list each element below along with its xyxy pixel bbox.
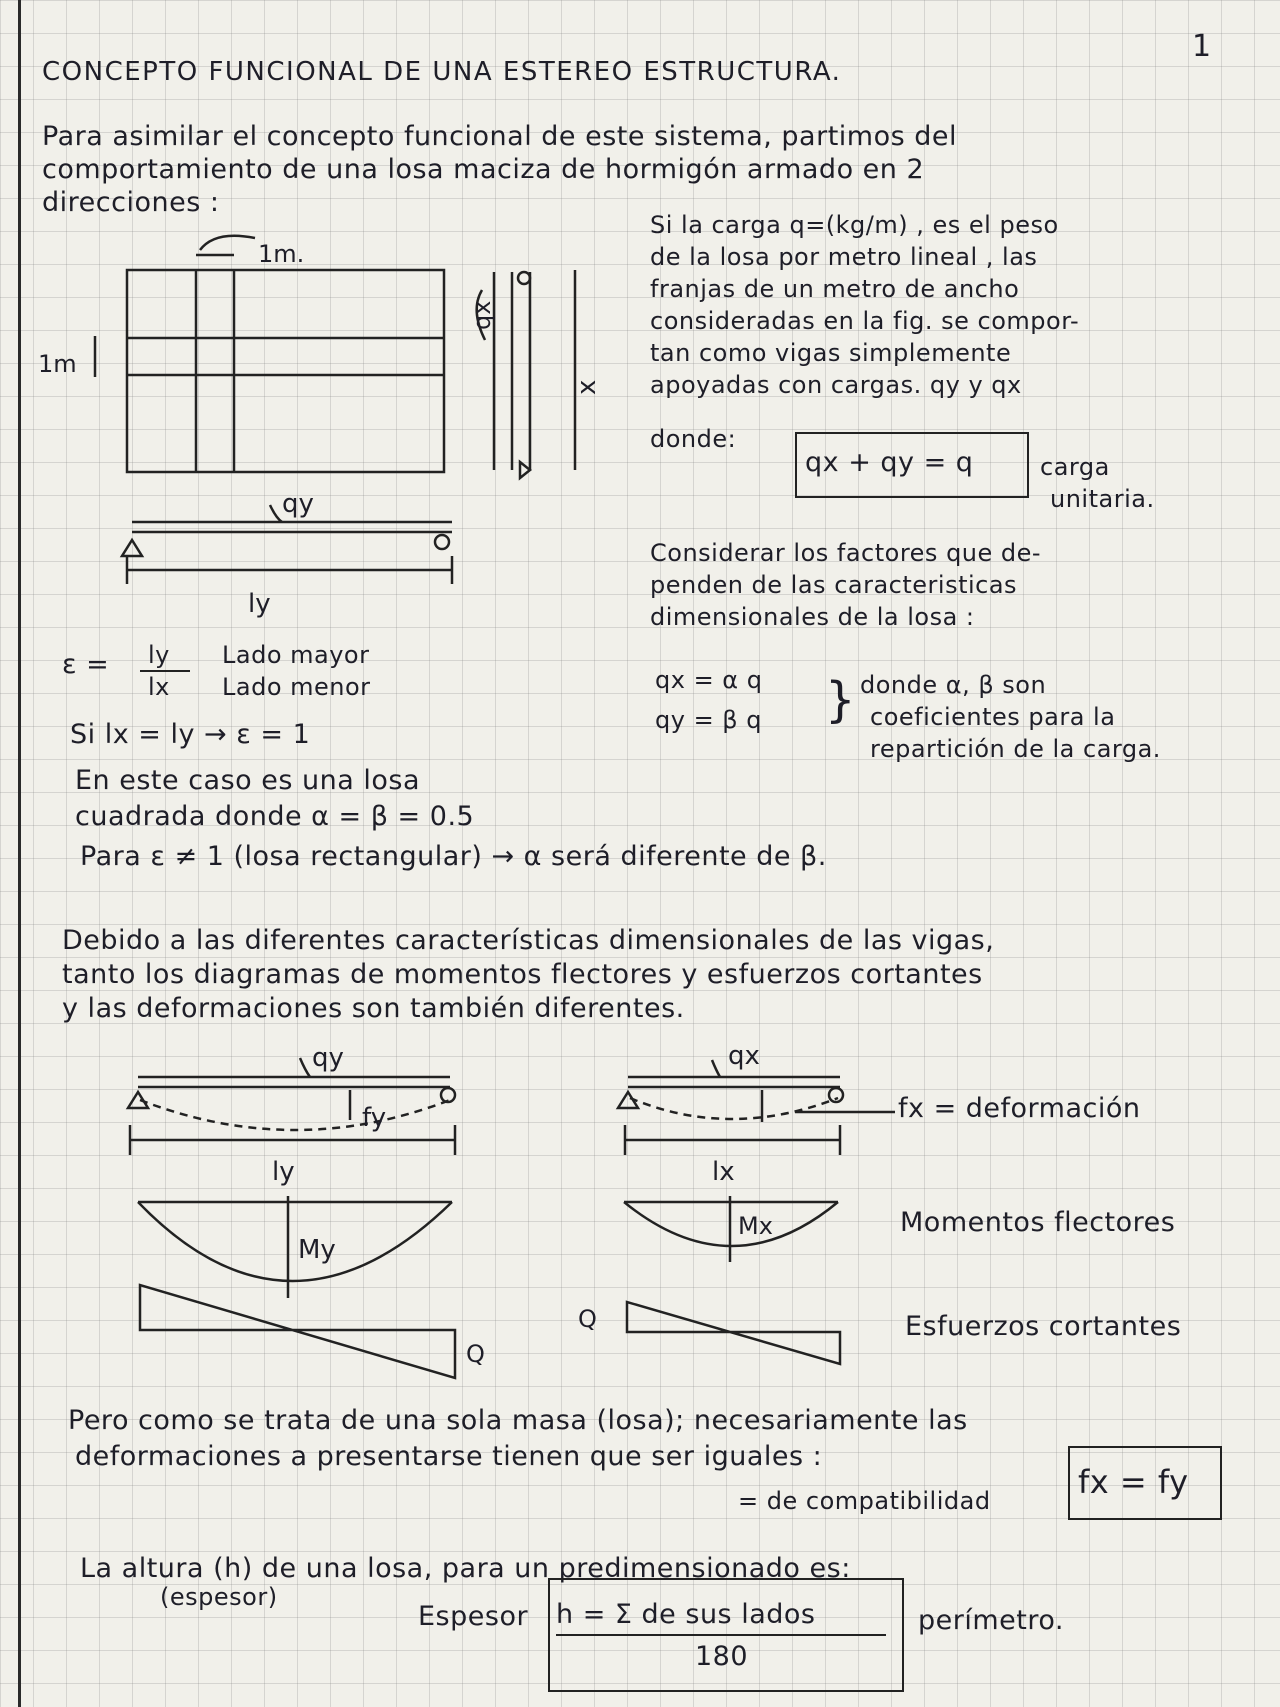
epsilon-denominator: lx <box>148 673 170 701</box>
page-number: 1 <box>1192 29 1212 64</box>
lado-mayor: Lado mayor <box>222 641 370 669</box>
altura-line: La altura (h) de una losa, para un predimensionado es: <box>80 1553 851 1584</box>
right-line-1: Si la carga q=(kg/m) , es el peso <box>650 211 1059 239</box>
donde-line-3: repartición de la carga. <box>870 735 1161 763</box>
debido-line-2: tanto los diagramas de momentos flectores y esfuerzos cortantes <box>62 959 983 990</box>
compatibilidad: = de compatibilidad <box>738 1487 991 1515</box>
left-line-3: cuadrada donde α = β = 0.5 <box>75 801 475 832</box>
equation-text: qx + qy = q <box>805 447 974 478</box>
intro-line-2: comportamiento de una losa maciza de hormigón armado en 2 <box>42 154 925 185</box>
right-line-7: donde: <box>650 425 737 453</box>
fig2-fy: fy <box>362 1103 387 1133</box>
factors-line-1: Considerar los factores que de- <box>650 539 1042 567</box>
fig2-my: My <box>298 1235 336 1265</box>
label-1m-left: 1m <box>38 350 77 378</box>
epsilon-lhs: ε = <box>62 649 110 680</box>
fig2-qy: qy <box>312 1043 344 1073</box>
donde-line-2: coeficientes para la <box>870 703 1116 731</box>
fx-equals-fy: fx = fy <box>1078 1463 1189 1501</box>
right-line-6: apoyadas con cargas. qy y qx <box>650 371 1022 399</box>
epsilon-numerator: ly <box>148 641 170 669</box>
formula-numerator: h = Σ de sus lados <box>556 1599 816 1630</box>
intro-line-3: direcciones : <box>42 187 220 218</box>
fig2-q-right: Q <box>578 1305 597 1333</box>
factors-line-3: dimensionales de la losa : <box>650 603 975 631</box>
formula-bar <box>556 1634 886 1636</box>
label-1m-top: 1m. <box>258 240 305 268</box>
qy-equation: qy = β q <box>655 706 762 734</box>
fig2-q-left: Q <box>466 1340 485 1368</box>
pero-line-2: deformaciones a presentarse tienen que ser iguales : <box>75 1441 823 1472</box>
right-line-3: franjas de un metro de ancho <box>650 275 1020 303</box>
label-qy: qy <box>282 489 314 519</box>
factors-line-2: penden de las caracteristicas <box>650 571 1018 599</box>
fig2-qx: qx <box>728 1041 760 1071</box>
page-title: CONCEPTO FUNCIONAL DE UNA ESTEREO ESTRUCTURA. <box>42 57 842 87</box>
formula-denominator: 180 <box>695 1641 749 1672</box>
esfuerzos-cortantes: Esfuerzos cortantes <box>905 1311 1182 1342</box>
right-line-5: tan como vigas simplemente <box>650 339 1012 367</box>
brace: } <box>825 672 857 728</box>
label-x: x <box>572 379 602 395</box>
qx-equation: qx = α q <box>655 666 763 694</box>
slab-figure <box>0 0 640 620</box>
fig2-ly: ly <box>272 1157 295 1187</box>
pero-line-1: Pero como se trata de una sola masa (losa); necesariamente las <box>68 1405 968 1436</box>
espesor-label: Espesor <box>418 1601 529 1632</box>
donde-line-1: donde α, β son <box>860 671 1047 699</box>
right-line-4: consideradas en la fig. se compor- <box>650 307 1080 335</box>
unitaria-label: unitaria. <box>1050 485 1155 513</box>
espesor-note: (espesor) <box>160 1583 278 1611</box>
momentos-flectores: Momentos flectores <box>900 1207 1176 1238</box>
carga-label: carga <box>1040 453 1110 481</box>
intro-line-1: Para asimilar el concepto funcional de este sistema, partimos del <box>42 121 958 152</box>
lado-menor: Lado menor <box>222 673 371 701</box>
label-ly: ly <box>248 589 271 619</box>
right-line-2: de la losa por metro lineal , las <box>650 243 1038 271</box>
label-qx: qx <box>468 300 496 330</box>
fig2-mx: Mx <box>738 1212 773 1240</box>
fig2-lx: lx <box>712 1157 735 1187</box>
debido-line-3: y las deformaciones son también diferentes. <box>62 993 685 1024</box>
left-line-4: Para ε ≠ 1 (losa rectangular) → α será diferente de β. <box>80 841 827 872</box>
debido-line-1: Debido a las diferentes características dimensionales de las vigas, <box>62 925 995 956</box>
left-line-2: En este caso es una losa <box>75 765 421 796</box>
perimetro-label: perímetro. <box>918 1605 1064 1636</box>
left-line-1: Si lx = ly → ε = 1 <box>70 719 311 750</box>
fx-deformacion: fx = deformación <box>898 1093 1141 1124</box>
